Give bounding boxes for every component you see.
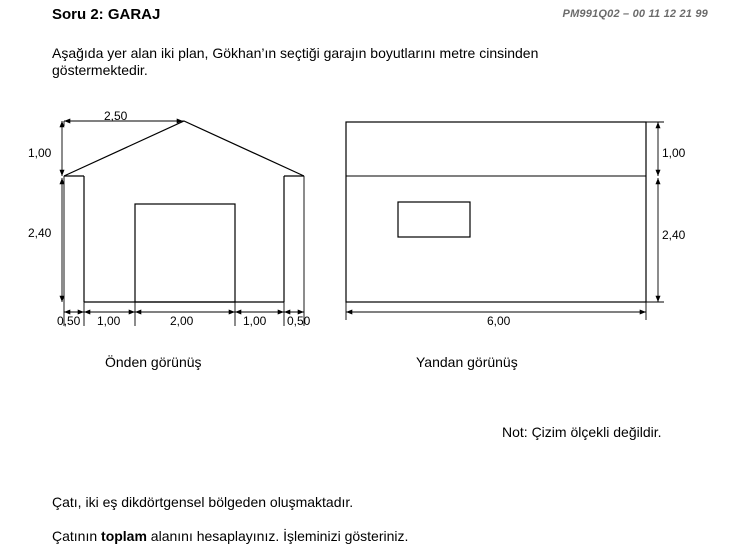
scale-note: Not: Çizim ölçekli değildir. [502, 424, 662, 440]
front-dim-roof-slope: 2,50 [104, 109, 128, 123]
question-title: Soru 2: GARAJ [52, 6, 161, 23]
front-dim-roof-height: 1,00 [28, 146, 52, 160]
question-prompt [52, 527, 408, 544]
side-dim-length: 6,00 [487, 314, 511, 328]
question-prompt-before: Çatının [52, 528, 102, 544]
front-roof-outline [64, 121, 304, 176]
front-view-caption: Önden görünüş [105, 354, 202, 370]
side-view-caption: Yandan görünüş [416, 354, 518, 370]
front-dim-bottom-1: 0,50 [57, 314, 81, 328]
question-prompt-after: alanını hesaplayınız. İşleminizi gösteriniz. [146, 528, 409, 544]
side-dim-wall-height: 2,40 [662, 228, 686, 242]
side-outline [346, 122, 646, 302]
question-code: PM991Q02 – 00 11 12 21 99 [562, 8, 708, 20]
side-window [398, 202, 470, 237]
front-dim-wall-height: 2,40 [28, 226, 52, 240]
front-dim-bottom-4: 1,00 [243, 314, 267, 328]
question-prompt-bold: toplam [101, 528, 147, 544]
side-dim-roof-height: 1,00 [662, 146, 686, 160]
garage-door [135, 204, 235, 302]
front-dim-bottom-5: 0,50 [287, 314, 311, 328]
front-view-drawing [64, 121, 304, 302]
side-view-drawing [346, 122, 646, 302]
front-dim-bottom-2: 1,00 [97, 314, 121, 328]
front-dim-bottom-3: 2,00 [170, 314, 194, 328]
question-statement: Çatı, iki eş dikdörtgensel bölgeden oluşmaktadır. [52, 494, 354, 510]
intro-line-1: Aşağıda yer alan iki plan, Gökhan’ın seçtiği garajın boyutlarını metre cinsinden [52, 45, 539, 61]
intro-line-2: göstermektedir. [52, 62, 148, 78]
